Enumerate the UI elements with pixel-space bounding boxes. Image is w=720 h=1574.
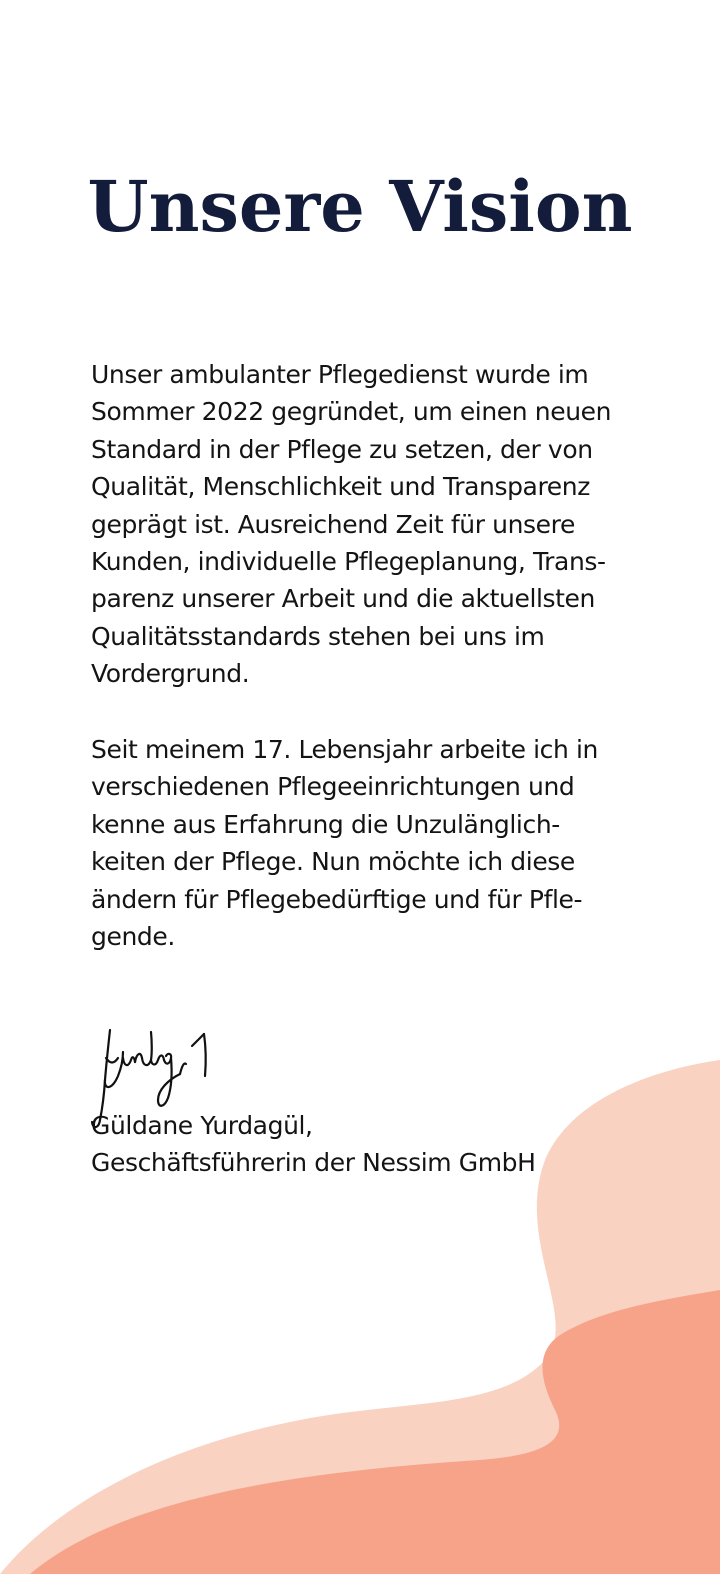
paragraph-line: ändern für Pflegebedürftige und für Pfle- <box>91 884 583 914</box>
paragraph-line: Sommer 2022 gegründet, um einen neuen <box>91 397 612 427</box>
paragraph-line: Vordergrund. <box>91 659 250 689</box>
paragraph-line: Kunden, individuelle Pflegeplanung, Trans- <box>91 547 606 577</box>
paragraph-line: Standard in der Pflege zu setzen, der von <box>91 434 593 464</box>
paragraph-line: Unser ambulanter Pflegedienst wurde im <box>91 360 589 389</box>
page-title: Unsere Vision <box>87 165 633 248</box>
paragraph-line: verschiedenen Pflegeeinrichtungen und <box>91 772 575 802</box>
experience-paragraph <box>91 731 671 955</box>
handwritten-signature <box>88 1018 238 1136</box>
paragraph-line: parenz unserer Arbeit und die aktuellsten <box>91 584 595 614</box>
paragraph-line: Qualitätsstandards stehen bei uns im <box>91 621 545 651</box>
paragraph-line: kenne aus Erfahrung die Unzulänglich- <box>91 809 560 839</box>
paragraph-line: Qualität, Menschlichkeit und Transparenz <box>91 472 590 502</box>
paragraph-line: Seit meinem 17. Lebensjahr arbeite ich in <box>91 735 598 764</box>
paragraph-line: gende. <box>91 922 175 952</box>
vision-paragraph <box>91 356 671 693</box>
paragraph-line: geprägt ist. Ausreichend Zeit für unsere <box>91 509 575 539</box>
paragraph-line: keiten der Pflege. Nun möchte ich diese <box>91 847 575 877</box>
signer-name: Güldane Yurdagül, <box>91 1111 313 1140</box>
signer-role: Geschäftsführerin der Nessim GmbH <box>91 1148 536 1178</box>
